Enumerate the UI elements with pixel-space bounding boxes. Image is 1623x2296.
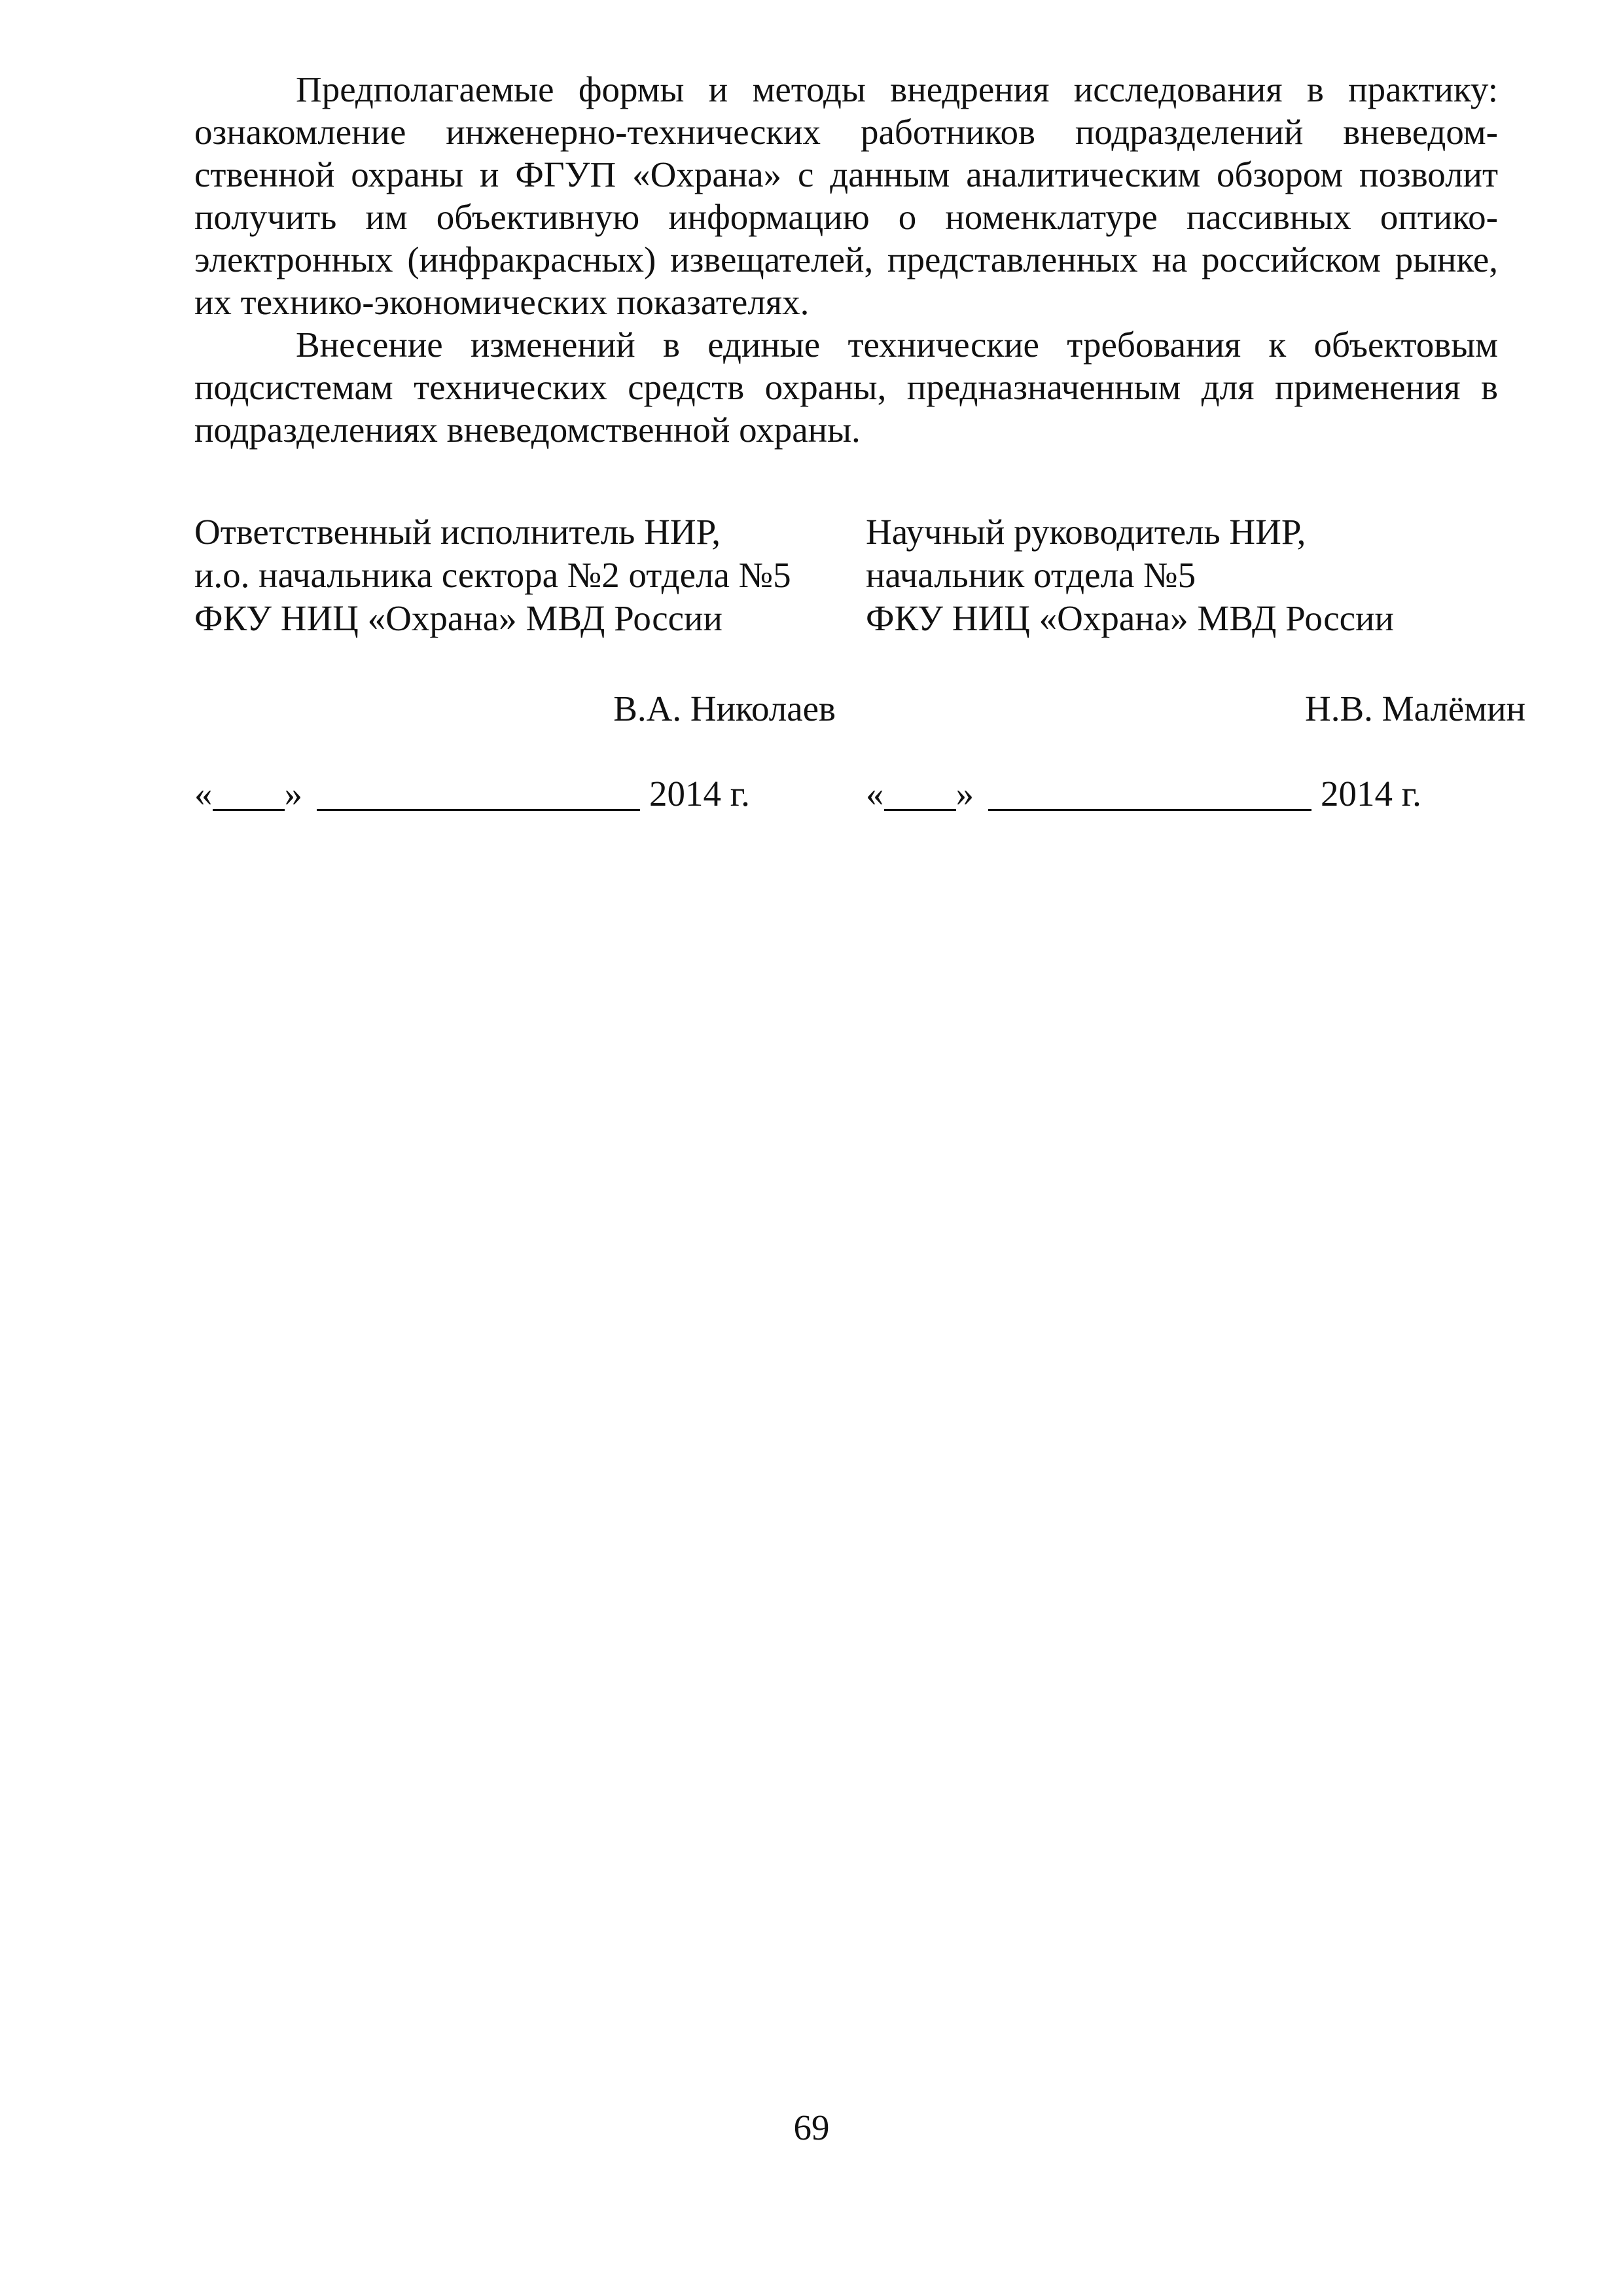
signature-right bbox=[866, 511, 1525, 814]
date-open-quote: « bbox=[194, 774, 213, 814]
date-day-blank bbox=[213, 776, 285, 811]
signature-right-date bbox=[866, 772, 1421, 816]
signature-right-role: Научный руководитель НИР, bbox=[866, 512, 1306, 552]
date-year: 2014 г. bbox=[1321, 774, 1421, 814]
paragraph-requirements-changes: Внесение изменений в единые технические требования к объектовым подсистемам технических средств охраны, предназначенным для применения в подразделениях вневедомственной охраны. bbox=[194, 325, 1498, 450]
date-close-quote: » bbox=[955, 774, 974, 814]
date-month-blank bbox=[317, 776, 640, 811]
signature-left-position: и.о. начальника сектора №2 отдела №5 bbox=[194, 555, 791, 595]
paragraph-implementation-methods: Предполагаемые формы и методы внедрения исследования в практику: ознакомление инженерно-технических работников подразделений вневедомственной охраны и ФГУП «Охрана» с данным аналитическим обзором позволит получить им объективную информацию о номенклатуре пассивных оптико-электронных (инфракрасных) извещателей, представленных на российском рынке, их технико-экономических показателях. bbox=[194, 69, 1498, 322]
date-day-blank bbox=[884, 776, 956, 811]
signature-right-name: Н.В. Малёмин bbox=[1305, 689, 1525, 728]
signature-right-organization: ФКУ НИЦ «Охрана» МВД России bbox=[866, 598, 1394, 638]
date-open-quote: « bbox=[866, 774, 884, 814]
date-month-blank bbox=[988, 776, 1311, 811]
page-number: 69 bbox=[793, 2108, 830, 2147]
date-year: 2014 г. bbox=[649, 774, 750, 814]
signature-left-role: Ответственный исполнитель НИР, bbox=[194, 512, 721, 552]
signature-right-position: начальник отдела №5 bbox=[866, 555, 1196, 595]
date-close-quote: » bbox=[284, 774, 302, 814]
document-body bbox=[194, 68, 1498, 451]
signature-left-name: В.А. Николаев bbox=[613, 689, 836, 728]
signature-left-organization: ФКУ НИЦ «Охрана» МВД России bbox=[194, 598, 722, 638]
signature-left bbox=[194, 511, 836, 814]
signature-left-date bbox=[194, 772, 750, 816]
